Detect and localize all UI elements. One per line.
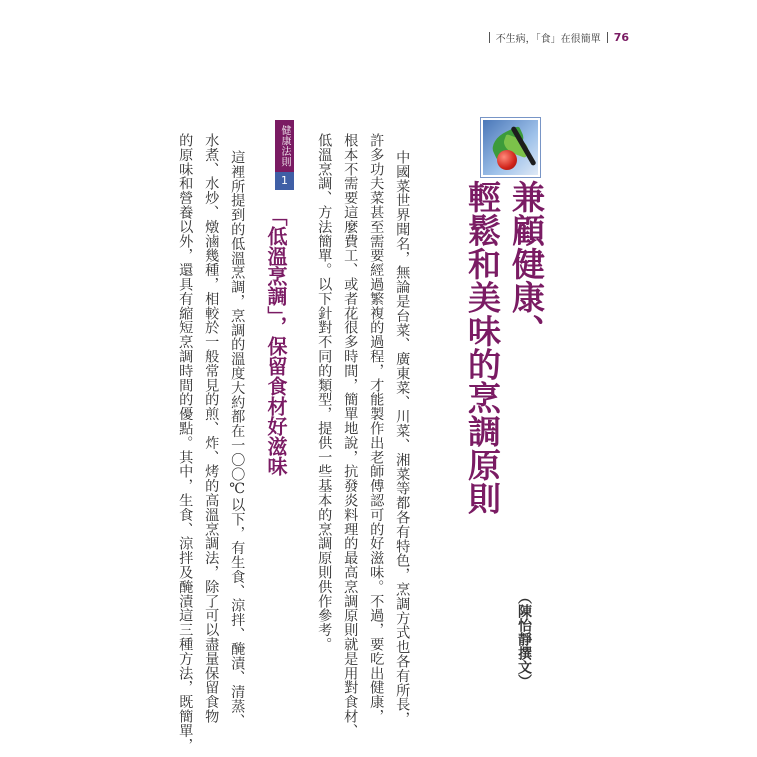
header-divider	[489, 32, 490, 43]
intro-text-column: 根本不需要這麼費工、或者花很多時間，簡單地說，抗發炎料理的最高烹調原則就是用對食材、	[342, 133, 359, 738]
book-title: 不生病，「食」在很簡單	[495, 34, 601, 45]
rule-number: 1	[275, 172, 294, 190]
intro-text-column: 中國菜世界聞名，無論是台菜、廣東菜、川菜、湘菜等都各有特色，烹調方式也各有所長，	[394, 150, 411, 726]
section-text-column: 的原味和營養以外，還具有縮短烹調時間的優點。其中，生食、涼拌及醃漬這三種方法，既簡單，	[177, 133, 194, 753]
section-text-column: 這裡所提到的低溫烹調，烹調的溫度大約都在一〇〇℃以下，有生食、涼拌、醃漬、清蒸、	[229, 150, 246, 728]
section-text-column: 水煮、水炒、燉滷幾種，相較於一般常見的煎、炸、烤的高溫烹調法，除了可以盡量保留食物	[203, 133, 220, 724]
author-credit: （陳怡靜撰文）	[516, 590, 532, 688]
chapter-title-line-2: 輕鬆和美味的烹調原則	[463, 180, 502, 515]
tomato-shape	[497, 150, 517, 170]
health-rule-badge	[275, 120, 294, 190]
section-heading: 「低溫烹調」，保留食材好滋味	[264, 206, 288, 476]
salad-icon	[481, 118, 540, 177]
page-number: 76	[613, 31, 629, 44]
intro-text-column: 許多功夫菜甚至需要經過繁複的過程，才能製作出老師傅認可的好滋味。不過，要吃出健康，	[368, 133, 385, 724]
chapter-title-line-1: 兼顧健康、	[507, 180, 546, 348]
rule-label: 健康法則	[275, 120, 294, 172]
header-divider	[607, 32, 608, 43]
running-header	[489, 30, 629, 45]
intro-text-column: 低溫烹調、方法簡單。以下針對不同的類型，提供一些基本的烹調原則供作參考。	[316, 133, 333, 652]
